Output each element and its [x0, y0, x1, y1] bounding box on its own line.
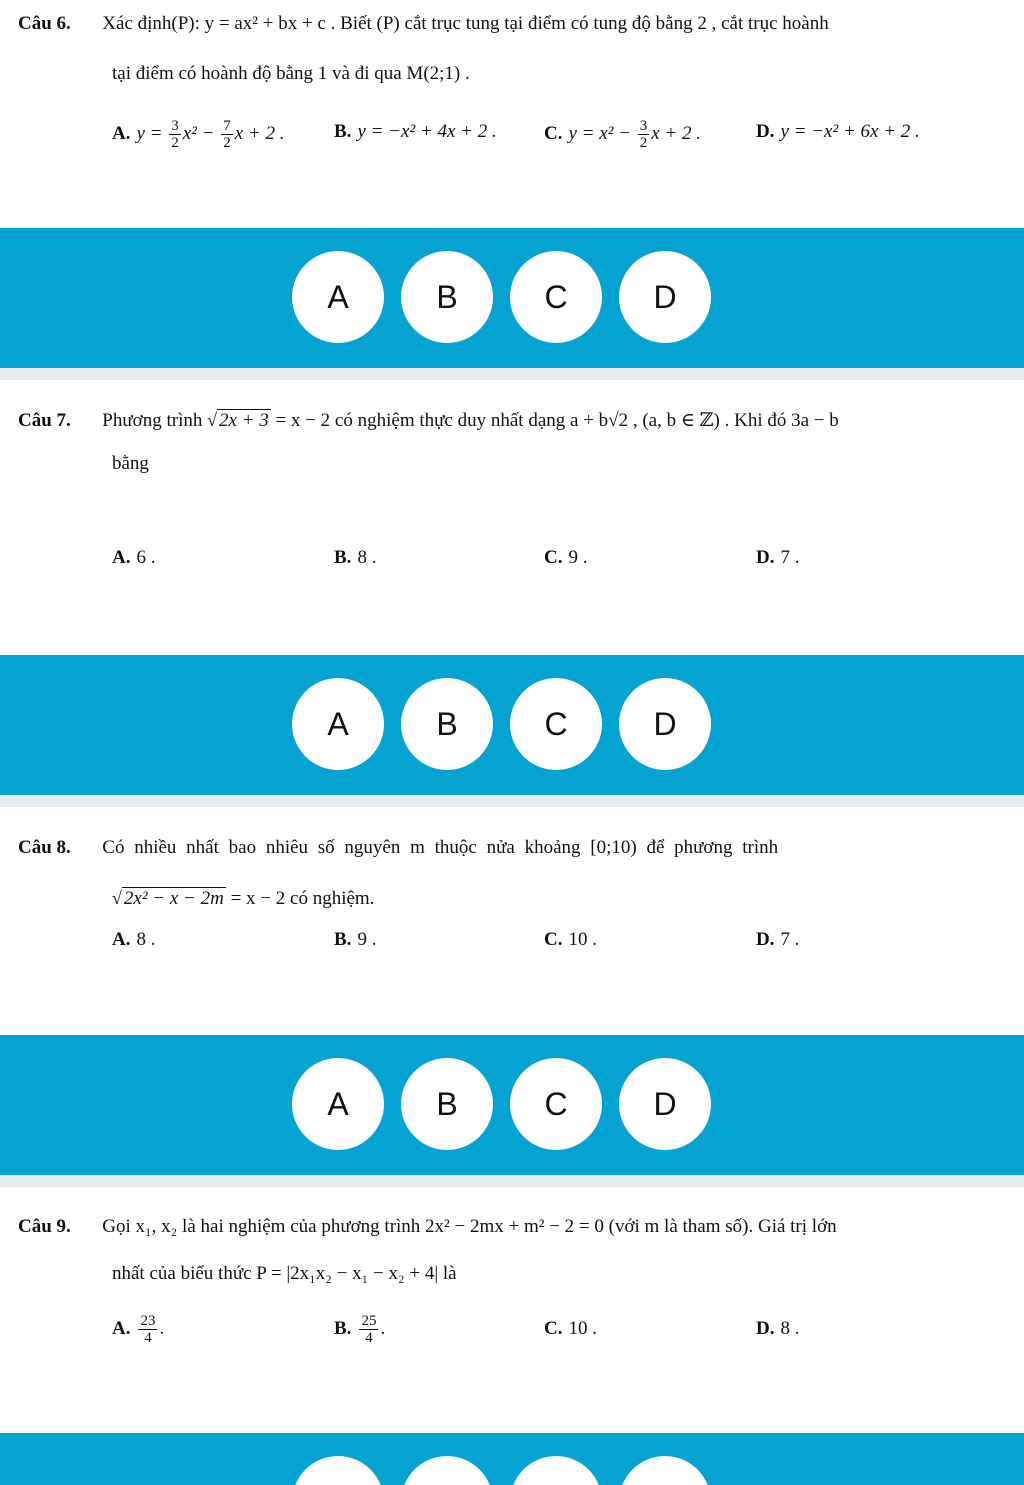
answer-button-a[interactable]: A: [292, 1058, 384, 1150]
answer-button-d[interactable]: [619, 1456, 711, 1485]
question-text: Xác định(P): y = ax² + bx + c . Biết (P) cắt trục tung tại điểm có tung độ bằng 2 , cắt trục hoành: [102, 13, 829, 34]
answer-button-b[interactable]: [401, 1456, 493, 1485]
question-text: nhất của biểu thức P = |2x₁x₂ − x₁ − x₂ + 4| là: [112, 1263, 457, 1284]
option-a: A. y = $\frac{3}{2}$ x² − $\frac{7}{2}$ x + 2 .: [112, 118, 285, 151]
option-b: B. 9 .: [334, 929, 377, 950]
answer-button-c[interactable]: C: [510, 251, 602, 343]
question-label: Câu 6.: [18, 13, 71, 34]
question-text: bằng: [112, 453, 149, 474]
question-label: Câu 9.: [18, 1216, 71, 1237]
option-c: C. y = x² − $\frac{3}{2}$ x + 2 .: [544, 118, 701, 151]
option-d: D. 7 .: [756, 929, 800, 950]
question-text: Có nhiều nhất bao nhiêu số nguyên m thuộc nửa khoảng [0;10) để phương trình: [102, 837, 779, 858]
separator: [0, 368, 1024, 380]
answer-button-b[interactable]: B: [401, 1058, 493, 1150]
option-a: A. $\frac{23}{4}$ .: [112, 1313, 165, 1346]
answer-button-d[interactable]: D: [619, 251, 711, 343]
answer-button-b[interactable]: B: [401, 678, 493, 770]
option-c: C. 10 .: [544, 1318, 597, 1339]
answer-band: [0, 1433, 1024, 1485]
answer-button-c[interactable]: C: [510, 1058, 602, 1150]
answer-band: [0, 228, 1024, 368]
answer-button-b[interactable]: B: [401, 251, 493, 343]
option-b: B. 8 .: [334, 547, 377, 568]
answer-band: [0, 1035, 1024, 1175]
option-a: A. 8 .: [112, 929, 156, 950]
answer-button-d[interactable]: D: [619, 1058, 711, 1150]
answer-button-c[interactable]: C: [510, 678, 602, 770]
separator: [0, 1175, 1024, 1187]
option-d: D. 8 .: [756, 1318, 800, 1339]
question-text: tại điểm có hoành độ bằng 1 và đi qua M(2;1) .: [112, 63, 470, 84]
option-b: B. $\frac{25}{4}$ .: [334, 1313, 386, 1346]
question-text: Phương trình: [102, 410, 208, 431]
answer-button-a[interactable]: A: [292, 251, 384, 343]
separator: [0, 795, 1024, 807]
option-c: C. 10 .: [544, 929, 597, 950]
option-c: C. 9 .: [544, 547, 588, 568]
question-text: Gọi x₁, x₂ là hai nghiệm của phương trình 2x² − 2mx + m² − 2 = 0 (với m là tham số). Giá trị lớn: [102, 1216, 837, 1237]
question-text: = x − 2 có nghiệm.: [225, 888, 375, 909]
question-label: Câu 8.: [18, 837, 71, 858]
sqrt-expression: 2x + 3: [218, 410, 269, 431]
option-a: A. 6 .: [112, 547, 156, 568]
answer-button-d[interactable]: D: [619, 678, 711, 770]
answer-button-a[interactable]: A: [292, 678, 384, 770]
question-text: = x − 2 có nghiệm thực duy nhất dạng a + b√2 , (a, b ∈ ℤ) . Khi đó 3a − b: [270, 410, 839, 431]
sqrt-expression: 2x² − x − 2m: [123, 888, 224, 909]
answer-band: [0, 655, 1024, 795]
question-label: Câu 7.: [18, 410, 71, 431]
answer-button-c[interactable]: [510, 1456, 602, 1485]
answer-button-a[interactable]: [292, 1456, 384, 1485]
option-d: D. y = −x² + 6x + 2 .: [756, 121, 920, 142]
option-d: D. 7 .: [756, 547, 800, 568]
option-b: B. y = −x² + 4x + 2 .: [334, 121, 497, 142]
